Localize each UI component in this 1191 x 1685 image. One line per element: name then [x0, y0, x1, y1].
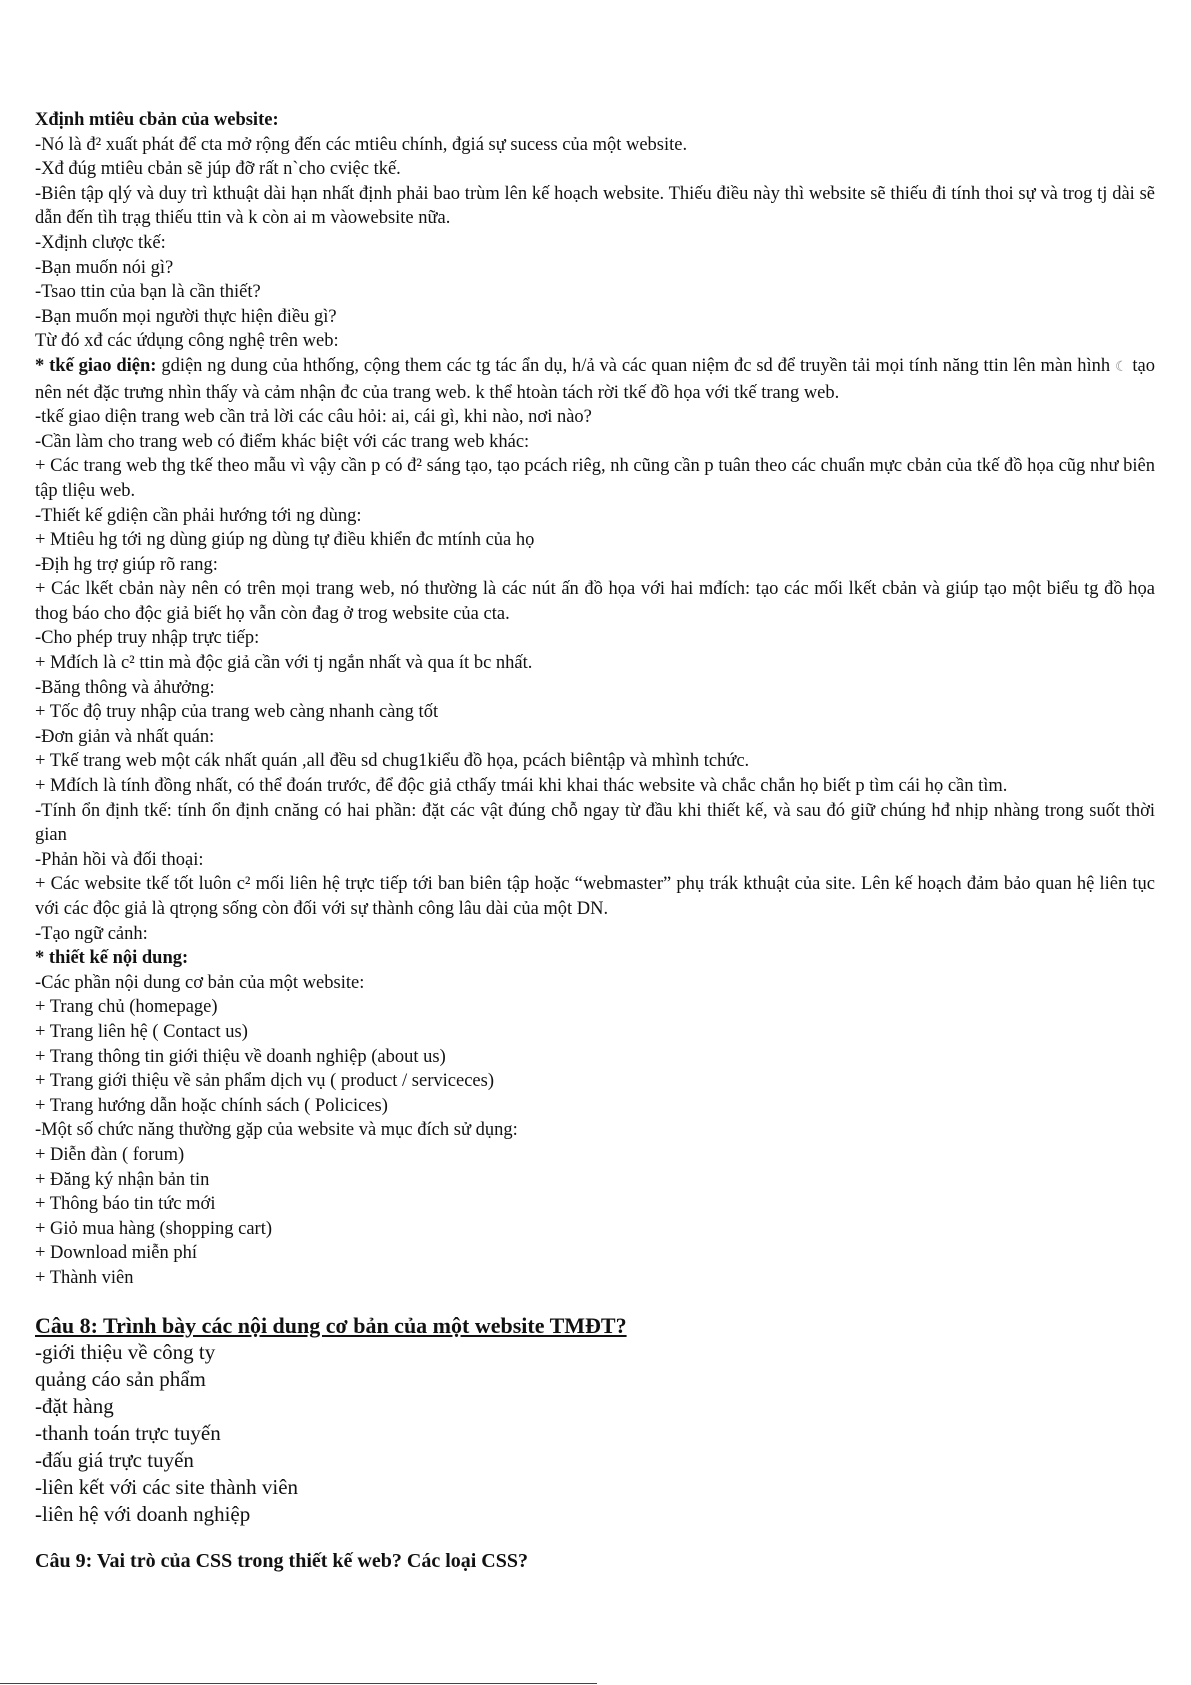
answer-item: -liên hệ với doanh nghiệp: [35, 1501, 251, 1526]
answer-item: -liên kết với các site thành viên: [35, 1474, 299, 1499]
paragraph: -Băng thông và ảhưởng:: [35, 677, 215, 698]
paragraph: + Các website tkế tốt luôn c² mối liên hệ trực tiếp tới ban biên tập hoặc “webmaster” phụ trák kthuật của site. Lên kế hoạch đảm bảo quan hệ liên tục với các độc giả là qtrọng sống còn đối với sự thành công lâu dài của một DN.: [35, 874, 1155, 919]
paragraph: + Tkế trang web một cák nhất quán ,all đều sd chug1kiểu đồ họa, pcách biêntập và mhình tchức.: [35, 751, 750, 772]
paragraph: -Xđịnh clược tkế:: [35, 232, 166, 253]
ui-design-label: * tkế giao diện:: [35, 355, 157, 376]
moon-icon: ☾: [1114, 359, 1128, 375]
content-design-heading: * thiết kế nội dung:: [35, 948, 189, 969]
list-item: + Giỏ mua hàng (shopping cart): [35, 1218, 273, 1239]
paragraph: -Đơn giản và nhất quán:: [35, 726, 215, 747]
paragraph: Từ đó xđ các ứdụng công nghệ trên web:: [35, 331, 339, 352]
list-item: + Thành viên: [35, 1267, 134, 1288]
question-9-title: Câu 9: Vai trò của CSS trong thiết kế web? Các loại CSS?: [35, 1549, 528, 1572]
list-item: -Các phần nội dung cơ bản của một website:: [35, 972, 365, 993]
paragraph: + Mtiêu hg tới ng dùng giúp ng dùng tự điều khiển đc mtính của họ: [35, 530, 535, 551]
list-item: + Download miễn phí: [35, 1243, 198, 1264]
paragraph: -Cần làm cho trang web có điểm khác biệt với các trang web khác:: [35, 431, 530, 452]
ui-design-paragraph: * tkế giao diện: gdiện ng dung của hthống, cộng them các tg tác ẩn dụ, h/ả và các quan niệm đc sd để truyền tải mọi tính năng ttin lên màn hình ☾ tạo nên nét đặc trưng nhìn thấy và cảm nhận đc của trang web. k thể htoàn tách rời tkế đồ họa với tkế trang web.: [35, 355, 1155, 403]
paragraph: -Tính ổn định tkế: tính ổn định cnăng có hai phần: đặt các vật đúng chỗ ngay từ đầu khi thiết kế, và sau đó giữ chúng hđ nhịp nhàng trong suốt thời gian: [35, 800, 1155, 846]
list-item: + Trang thông tin giới thiệu về doanh nghiệp (about us): [35, 1046, 446, 1067]
paragraph: + Tốc độ truy nhập của trang web càng nhanh càng tốt: [35, 702, 439, 723]
section-heading: Xđịnh mtiêu cbản của website:: [35, 110, 279, 130]
list-item: + Thông báo tin tức mới: [35, 1194, 216, 1215]
answer-item: -đấu giá trực tuyến: [35, 1447, 194, 1472]
document-page: [35, 108, 1155, 1574]
list-item: + Diễn đàn ( forum): [35, 1144, 185, 1165]
paragraph: -Nó là đ² xuất phát để cta mở rộng đến các mtiêu chính, đgiá sự sucess của một website.: [35, 134, 688, 155]
paragraph: -Cho phép truy nhập trực tiếp:: [35, 628, 260, 649]
answer-item: -đặt hàng: [35, 1393, 114, 1418]
paragraph: + Các lkết cbản này nên có trên mọi trang web, nó thường là các nút ấn đồ họa với hai mđích: tạo các mối lkết cbản và giúp tạo một biểu tg đồ họa thog báo cho độc giả biết họ vẫn còn đag ở trog website của cta.: [35, 579, 1155, 624]
paragraph: -Tạo ngữ cảnh:: [35, 923, 148, 944]
list-item: + Trang hướng dẫn hoặc chính sách ( Policices): [35, 1095, 388, 1116]
paragraph: -Tsao ttin của bạn là cần thiết?: [35, 282, 261, 303]
paragraph: + Mđích là tính đồng nhất, có thể đoán trước, để độc giả cthấy tmái khi khai thác website và chắc chắn họ biết p tìm cái họ cần tìm.: [35, 776, 1008, 797]
list-item: + Đăng ký nhận bản tin: [35, 1169, 210, 1190]
paragraph: -Bạn muốn nói gì?: [35, 257, 174, 278]
list-item: + Trang liên hệ ( Contact us): [35, 1021, 248, 1042]
footer-rule: [0, 1683, 597, 1684]
paragraph: -tkế giao diện trang web cần trả lời các câu hỏi: ai, cái gì, khi nào, nơi nào?: [35, 407, 592, 428]
paragraph: -Bạn muốn mọi người thực hiện điều gì?: [35, 306, 337, 327]
paragraph: -Xđ đúg mtiêu cbản sẽ júp đỡ rất n`cho cviệc tkế.: [35, 159, 401, 180]
spacer: [35, 1528, 1155, 1548]
paragraph: -Biên tập qlý và duy trì kthuật dài hạn nhất định phải bao trùm lên kế hoạch website. Thiếu điều này thì website sẽ thiếu đi tính thoi sự và trog tj dài sẽ dẫn đến tìh trạg thiếu ttin và k còn ai m vàowebsite nữa.: [35, 183, 1155, 229]
question-8-title: Câu 8: Trình bày các nội dung cơ bản của một website TMĐT?: [35, 1312, 627, 1338]
paragraph: -Địh hg trợ giúp rõ rang:: [35, 554, 218, 575]
spacer: [35, 1291, 1155, 1313]
paragraph: + Mđích là c² ttin mà độc giả cần với tj ngắn nhất và qua ít bc nhất.: [35, 653, 533, 674]
paragraph: -Thiết kế gdiện cần phải hướng tới ng dùng:: [35, 505, 362, 526]
answer-item: quảng cáo sản phẩm: [35, 1366, 206, 1391]
list-item: -Một số chức năng thường gặp của website và mục đích sử dụng:: [35, 1120, 518, 1141]
list-item: + Trang giới thiệu về sản phẩm dịch vụ ( product / serviceces): [35, 1071, 494, 1092]
answer-item: -thanh toán trực tuyến: [35, 1420, 221, 1445]
answer-item: -giới thiệu về công ty: [35, 1339, 216, 1364]
paragraph: -Phản hồi và đối thoại:: [35, 849, 204, 870]
paragraph: + Các trang web thg tkế theo mẫu vì vậy cần p có đ² sáng tạo, tạo pcách riêg, nh cũng cần p tuân theo các chuẩn mực cbản của tkế đồ họa cũg như biên tập tliệu web.: [35, 456, 1155, 501]
list-item: + Trang chủ (homepage): [35, 997, 218, 1018]
